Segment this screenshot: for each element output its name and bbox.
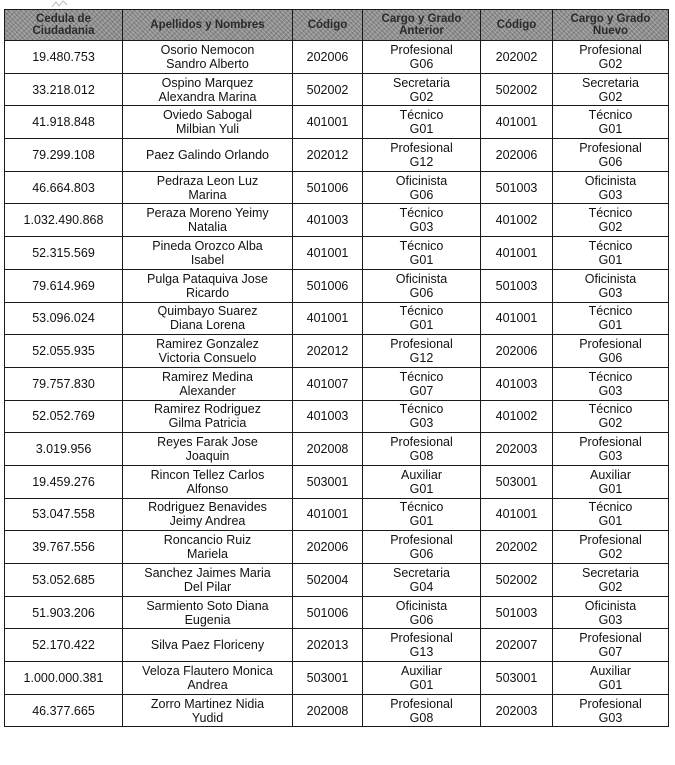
- cargo-new-cell: [553, 531, 669, 564]
- cargo-grade: G08: [409, 449, 434, 464]
- cargo-grade: G03: [409, 416, 434, 431]
- table-row: [5, 498, 669, 531]
- code-new-cell: 401002: [481, 400, 553, 433]
- table-row: [5, 596, 669, 629]
- cargo-previous-cell: [363, 662, 481, 695]
- cargo-grade: G06: [598, 351, 623, 366]
- name-line: Sanchez Jaimes Maria: [144, 565, 271, 580]
- cargo-title: Técnico: [588, 500, 633, 515]
- code-previous-cell: 202012: [293, 335, 363, 368]
- cargo-new-cell: [553, 335, 669, 368]
- name-cell: [123, 204, 293, 237]
- table-header-row: [5, 10, 669, 41]
- cargo-title: Profesional: [390, 696, 453, 711]
- cargo-title: Secretaria: [582, 75, 639, 90]
- cargo-grade: G03: [598, 285, 623, 300]
- name-cell: [123, 564, 293, 597]
- name-cell: [123, 465, 293, 498]
- cargo-title: Profesional: [579, 42, 642, 57]
- table-row: [5, 433, 669, 466]
- name-line: Jeimy Andrea: [169, 514, 246, 529]
- cargo-grade: G02: [598, 220, 623, 235]
- code-previous-cell: 202013: [293, 629, 363, 662]
- cargo-title: Técnico: [588, 238, 633, 253]
- cedula-cell: 79.757.830: [5, 367, 123, 400]
- cargo-grade: G13: [409, 645, 434, 660]
- header-cargo-previous: Cargo y Grado Anterior: [363, 10, 481, 41]
- cargo-grade: G03: [598, 710, 623, 725]
- cargo-grade: G06: [598, 154, 623, 169]
- name-line: Alexander: [179, 383, 236, 398]
- name-line: Roncancio Ruiz: [163, 533, 252, 548]
- cargo-grade: G03: [598, 383, 623, 398]
- cargo-new-cell: [553, 465, 669, 498]
- cargo-previous-cell: [363, 498, 481, 531]
- name-cell: [123, 335, 293, 368]
- cargo-title: Técnico: [399, 500, 444, 515]
- cedula-cell: 52.052.769: [5, 400, 123, 433]
- table-row: [5, 204, 669, 237]
- code-previous-cell: 401001: [293, 302, 363, 335]
- table-row: [5, 269, 669, 302]
- cargo-new-cell: [553, 41, 669, 74]
- code-previous-cell: 202008: [293, 433, 363, 466]
- name-line: Rincon Tellez Carlos: [150, 467, 265, 482]
- cargo-grade: G06: [409, 187, 434, 202]
- table-row: [5, 531, 669, 564]
- name-cell: [123, 41, 293, 74]
- name-line: Gilma Patricia: [168, 416, 247, 431]
- cargo-grade: G02: [409, 89, 434, 104]
- cargo-title: Profesional: [390, 42, 453, 57]
- cargo-previous-cell: [363, 564, 481, 597]
- name-line: Ramirez Gonzalez: [156, 337, 259, 352]
- name-line: Joaquin: [185, 449, 230, 464]
- code-new-cell: 401001: [481, 498, 553, 531]
- header-code-previous: Código: [293, 10, 363, 41]
- cargo-previous-cell: [363, 465, 481, 498]
- code-previous-cell: 501006: [293, 171, 363, 204]
- cargo-title: Técnico: [588, 304, 633, 319]
- cargo-title: Técnico: [399, 108, 444, 123]
- cedula-cell: 53.096.024: [5, 302, 123, 335]
- name-line: Reyes Farak Jose: [157, 435, 258, 450]
- cargo-grade: G01: [598, 122, 623, 137]
- name-line: Oviedo Sabogal: [163, 108, 252, 123]
- code-new-cell: 501003: [481, 171, 553, 204]
- name-line: Sarmiento Soto Diana: [146, 598, 269, 613]
- table-row: [5, 302, 669, 335]
- name-line: Silva Paez Floriceny: [150, 638, 265, 653]
- cargo-new-cell: [553, 302, 669, 335]
- cargo-previous-cell: [363, 204, 481, 237]
- name-cell: [123, 400, 293, 433]
- cargo-grade: G02: [598, 416, 623, 431]
- code-previous-cell: 202006: [293, 531, 363, 564]
- table-row: [5, 564, 669, 597]
- cargo-grade: G01: [409, 318, 434, 333]
- code-previous-cell: 401003: [293, 204, 363, 237]
- cargo-grade: G06: [409, 612, 434, 627]
- cargo-title: Técnico: [588, 402, 633, 417]
- cargo-previous-cell: [363, 433, 481, 466]
- code-new-cell: 401001: [481, 106, 553, 139]
- cargo-title: Técnico: [399, 238, 444, 253]
- cargo-title: Técnico: [588, 108, 633, 123]
- table-row: [5, 106, 669, 139]
- code-previous-cell: 401003: [293, 400, 363, 433]
- code-previous-cell: 502002: [293, 73, 363, 106]
- name-cell: [123, 73, 293, 106]
- cargo-grade: G12: [409, 351, 434, 366]
- cargo-title: Profesional: [579, 337, 642, 352]
- table-row: [5, 367, 669, 400]
- code-new-cell: 202006: [481, 139, 553, 172]
- code-new-cell: 202007: [481, 629, 553, 662]
- cargo-title: Profesional: [579, 140, 642, 155]
- cargo-title: Profesional: [579, 435, 642, 450]
- cargo-previous-cell: [363, 694, 481, 727]
- name-line: Osorio Nemocon: [160, 42, 255, 57]
- cedula-cell: 1.000.000.381: [5, 662, 123, 695]
- cargo-new-cell: [553, 400, 669, 433]
- name-line: Yudid: [191, 710, 224, 725]
- cargo-title: Secretaria: [393, 75, 450, 90]
- cargo-previous-cell: [363, 335, 481, 368]
- code-previous-cell: 501006: [293, 596, 363, 629]
- cedula-cell: 53.047.558: [5, 498, 123, 531]
- name-cell: [123, 139, 293, 172]
- cargo-grade: G07: [598, 645, 623, 660]
- cedula-cell: 52.315.569: [5, 237, 123, 270]
- cargo-title: Técnico: [588, 206, 633, 221]
- name-line: Paez Galindo Orlando: [146, 147, 269, 162]
- cedula-cell: 53.052.685: [5, 564, 123, 597]
- cedula-cell: 51.903.206: [5, 596, 123, 629]
- cargo-grade: G03: [598, 612, 623, 627]
- code-new-cell: 501003: [481, 269, 553, 302]
- cargo-grade: G03: [409, 220, 434, 235]
- cargo-new-cell: [553, 171, 669, 204]
- name-line: Ramirez Rodriguez: [154, 402, 261, 417]
- name-cell: [123, 237, 293, 270]
- cedula-cell: 79.299.108: [5, 139, 123, 172]
- cedula-cell: 46.664.803: [5, 171, 123, 204]
- cargo-grade: G03: [598, 449, 623, 464]
- cargo-title: Profesional: [579, 533, 642, 548]
- cargo-grade: G01: [598, 514, 623, 529]
- table-row: [5, 171, 669, 204]
- cargo-title: Secretaria: [582, 565, 639, 580]
- code-new-cell: 503001: [481, 465, 553, 498]
- code-new-cell: 202006: [481, 335, 553, 368]
- name-cell: [123, 269, 293, 302]
- cargo-previous-cell: [363, 400, 481, 433]
- code-previous-cell: 401001: [293, 237, 363, 270]
- cargo-grade: G02: [598, 56, 623, 71]
- name-cell: [123, 596, 293, 629]
- cargo-previous-cell: [363, 269, 481, 302]
- cargo-grade: G06: [409, 547, 434, 562]
- table-row: [5, 237, 669, 270]
- name-cell: [123, 171, 293, 204]
- cedula-cell: 46.377.665: [5, 694, 123, 727]
- cargo-title: Oficinista: [395, 173, 448, 188]
- name-cell: [123, 531, 293, 564]
- name-line: Ramirez Medina: [161, 369, 253, 384]
- cargo-grade: G01: [598, 318, 623, 333]
- cargo-grade: G02: [598, 547, 623, 562]
- cargo-title: Técnico: [399, 304, 444, 319]
- cargo-previous-cell: [363, 596, 481, 629]
- code-previous-cell: 503001: [293, 465, 363, 498]
- code-new-cell: 202003: [481, 694, 553, 727]
- cargo-new-cell: [553, 237, 669, 270]
- cedula-cell: 19.480.753: [5, 41, 123, 74]
- cargo-title: Técnico: [588, 369, 633, 384]
- table-row: [5, 41, 669, 74]
- code-new-cell: 502002: [481, 73, 553, 106]
- cargo-title: Oficinista: [584, 271, 637, 286]
- code-previous-cell: 202006: [293, 41, 363, 74]
- cargo-title: Técnico: [399, 206, 444, 221]
- cargo-previous-cell: [363, 106, 481, 139]
- cargo-title: Profesional: [390, 140, 453, 155]
- name-cell: [123, 662, 293, 695]
- header-code-new: Código: [481, 10, 553, 41]
- cargo-new-cell: [553, 694, 669, 727]
- name-cell: [123, 629, 293, 662]
- name-cell: [123, 106, 293, 139]
- name-line: Mariela: [187, 547, 228, 562]
- cedula-cell: 79.614.969: [5, 269, 123, 302]
- cargo-previous-cell: [363, 41, 481, 74]
- cedula-cell: 19.459.276: [5, 465, 123, 498]
- cargo-title: Profesional: [390, 533, 453, 548]
- code-previous-cell: 503001: [293, 662, 363, 695]
- name-cell: [123, 498, 293, 531]
- name-line: Del Pilar: [183, 579, 232, 594]
- name-line: Veloza Flautero Monica: [142, 663, 273, 678]
- cargo-previous-cell: [363, 367, 481, 400]
- cargo-title: Profesional: [579, 631, 642, 646]
- code-previous-cell: 202012: [293, 139, 363, 172]
- table-body: [5, 41, 669, 727]
- cargo-grade: G01: [409, 252, 434, 267]
- cargo-grade: G02: [598, 579, 623, 594]
- name-line: Alexandra Marina: [158, 89, 257, 104]
- name-line: Diana Lorena: [169, 318, 246, 333]
- code-new-cell: 202002: [481, 41, 553, 74]
- code-previous-cell: 401001: [293, 106, 363, 139]
- code-new-cell: 401003: [481, 367, 553, 400]
- code-previous-cell: 502004: [293, 564, 363, 597]
- name-line: Milbian Yuli: [175, 122, 239, 137]
- name-line: Ospino Marquez: [161, 75, 254, 90]
- name-line: Alfonso: [186, 481, 229, 496]
- cargo-title: Profesional: [390, 337, 453, 352]
- cargo-new-cell: [553, 139, 669, 172]
- cargo-title: Auxiliar: [401, 467, 442, 482]
- name-line: Ricardo: [185, 285, 230, 300]
- cedula-cell: 52.170.422: [5, 629, 123, 662]
- cargo-title: Oficinista: [584, 598, 637, 613]
- cargo-grade: G03: [598, 187, 623, 202]
- code-new-cell: 401001: [481, 237, 553, 270]
- cargo-grade: G01: [598, 252, 623, 267]
- name-line: Isabel: [190, 252, 225, 267]
- cargo-previous-cell: [363, 171, 481, 204]
- cargo-grade: G06: [409, 285, 434, 300]
- cedula-cell: 1.032.490.868: [5, 204, 123, 237]
- cargo-grade: G01: [409, 514, 434, 529]
- table-row: [5, 139, 669, 172]
- header-cargo-new: Cargo y Grado Nuevo: [553, 10, 669, 41]
- cargo-previous-cell: [363, 531, 481, 564]
- table-row: [5, 73, 669, 106]
- scan-artifact: [50, 0, 70, 9]
- name-line: Sandro Alberto: [166, 56, 249, 71]
- cargo-new-cell: [553, 433, 669, 466]
- code-previous-cell: 202008: [293, 694, 363, 727]
- header-name: Apellidos y Nombres: [123, 10, 293, 41]
- cargo-grade: G01: [598, 677, 623, 692]
- table-row: [5, 694, 669, 727]
- cargo-previous-cell: [363, 73, 481, 106]
- cargo-previous-cell: [363, 139, 481, 172]
- cedula-cell: 33.218.012: [5, 73, 123, 106]
- cargo-grade: G07: [409, 383, 434, 398]
- cargo-new-cell: [553, 106, 669, 139]
- cargo-title: Técnico: [399, 369, 444, 384]
- table-row: [5, 662, 669, 695]
- cargo-title: Profesional: [390, 435, 453, 450]
- cargo-new-cell: [553, 498, 669, 531]
- name-line: Marina: [188, 187, 227, 202]
- name-line: Peraza Moreno Yeimy: [146, 206, 269, 221]
- name-line: Rodriguez Benavides: [148, 500, 267, 515]
- name-cell: [123, 302, 293, 335]
- name-line: Pedraza Leon Luz: [156, 173, 259, 188]
- cargo-previous-cell: [363, 237, 481, 270]
- name-cell: [123, 694, 293, 727]
- name-line: Pulga Pataquiva Jose: [147, 271, 268, 286]
- cargo-title: Auxiliar: [401, 663, 442, 678]
- name-line: Pineda Orozco Alba: [152, 238, 263, 253]
- cargo-grade: G01: [409, 122, 434, 137]
- cargo-title: Oficinista: [395, 598, 448, 613]
- cedula-cell: 52.055.935: [5, 335, 123, 368]
- cargo-grade: G06: [409, 56, 434, 71]
- code-previous-cell: 501006: [293, 269, 363, 302]
- cargo-previous-cell: [363, 302, 481, 335]
- code-previous-cell: 401007: [293, 367, 363, 400]
- cargo-new-cell: [553, 662, 669, 695]
- cargo-title: Auxiliar: [590, 663, 631, 678]
- cargo-grade: G08: [409, 710, 434, 725]
- cargo-title: Oficinista: [584, 173, 637, 188]
- cargo-new-cell: [553, 73, 669, 106]
- cedula-cell: 41.918.848: [5, 106, 123, 139]
- name-line: Quimbayo Suarez: [157, 304, 258, 319]
- name-cell: [123, 367, 293, 400]
- cargo-title: Profesional: [579, 696, 642, 711]
- name-line: Zorro Martinez Nidia: [150, 696, 265, 711]
- cargo-title: Secretaria: [393, 565, 450, 580]
- table-row: [5, 465, 669, 498]
- cargo-new-cell: [553, 367, 669, 400]
- code-new-cell: 502002: [481, 564, 553, 597]
- cedula-cell: 39.767.556: [5, 531, 123, 564]
- cargo-new-cell: [553, 204, 669, 237]
- code-new-cell: 202002: [481, 531, 553, 564]
- header-cedula: Cedula de Ciudadania: [5, 10, 123, 41]
- name-line: Victoria Consuelo: [158, 351, 257, 366]
- cargo-previous-cell: [363, 629, 481, 662]
- code-new-cell: 401002: [481, 204, 553, 237]
- name-line: Natalia: [188, 220, 227, 235]
- code-new-cell: 401001: [481, 302, 553, 335]
- cargo-title: Auxiliar: [590, 467, 631, 482]
- cargo-title: Técnico: [399, 402, 444, 417]
- cargo-grade: G02: [598, 89, 623, 104]
- code-new-cell: 202003: [481, 433, 553, 466]
- code-previous-cell: 401001: [293, 498, 363, 531]
- cargo-grade: G04: [409, 579, 434, 594]
- personnel-table: [4, 9, 669, 727]
- cargo-title: Oficinista: [395, 271, 448, 286]
- cargo-grade: G01: [409, 677, 434, 692]
- cargo-new-cell: [553, 596, 669, 629]
- name-line: Eugenia: [184, 612, 231, 627]
- cargo-new-cell: [553, 564, 669, 597]
- cargo-grade: G12: [409, 154, 434, 169]
- cargo-grade: G01: [409, 481, 434, 496]
- table-row: [5, 335, 669, 368]
- code-new-cell: 503001: [481, 662, 553, 695]
- cargo-grade: G01: [598, 481, 623, 496]
- table-row: [5, 629, 669, 662]
- table-row: [5, 400, 669, 433]
- cedula-cell: 3.019.956: [5, 433, 123, 466]
- code-new-cell: 501003: [481, 596, 553, 629]
- cargo-new-cell: [553, 629, 669, 662]
- name-cell: [123, 433, 293, 466]
- name-line: Andrea: [187, 677, 228, 692]
- cargo-new-cell: [553, 269, 669, 302]
- cargo-title: Profesional: [390, 631, 453, 646]
